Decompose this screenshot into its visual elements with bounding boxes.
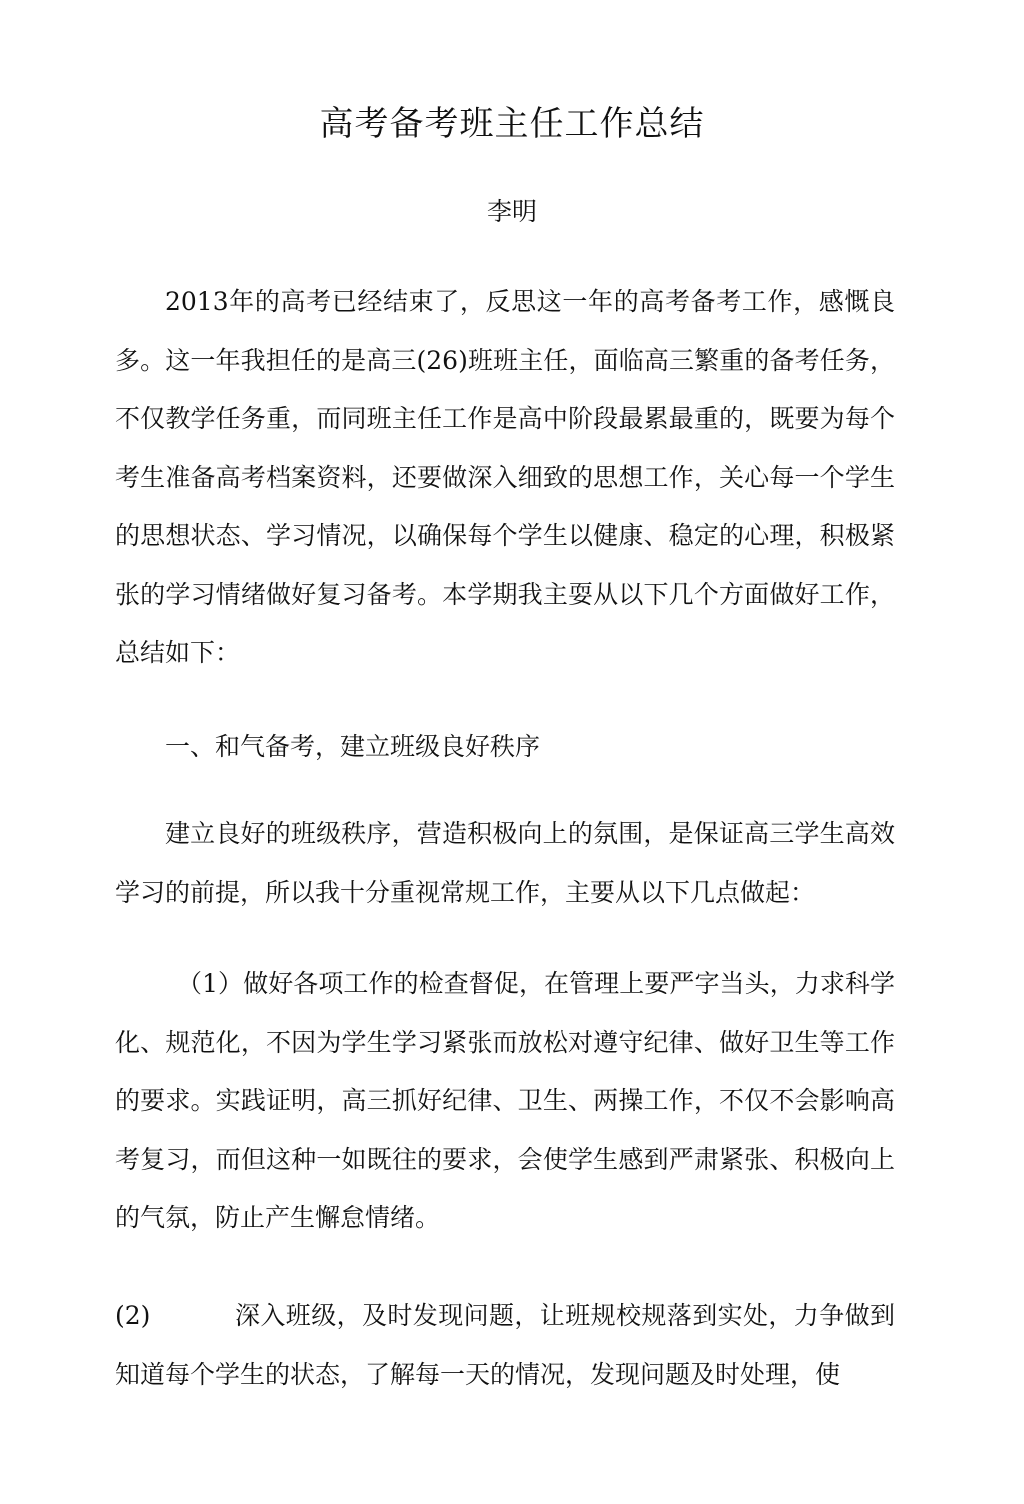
- list-item-2: 深入班级，及时发现问题，让班规校规落到实处，力争做到知道每个学生的状态，了解每一天的情况，发现问题及时处理，使: [115, 1301, 895, 1389]
- list-item-2-number: (2): [115, 1301, 151, 1330]
- paragraph-section-1-intro: 建立良好的班级秩序，营造积极向上的氛围，是保证高三学生高效学习的前提，所以我十分重视常规工作，主要从以下几点做起：: [115, 819, 895, 907]
- list-item-1: （1）做好各项工作的检查督促，在管理上要严字当头，力求科学化、规范化，不因为学生学习紧张而放松对遵守纪律、做好卫生等工作的要求。实践证明，高三抓好纪律、卫生、两操工作，不仅不会影响高考复习，而但这种一如既往的要求，会使学生感到严肃紧张、积极向上的气氛，防止产生懈怠情绪。: [115, 969, 895, 1232]
- section-heading-1: 一、和气备考，建立班级良好秩序: [165, 732, 541, 761]
- paragraph-intro: 2013年的高考已经结束了，反思这一年的高考备考工作，感慨良多。这一年我担任的是高三(26)班班主任，面临高三繁重的备考任务，不仅教学任务重，而同班主任工作是高中阶段最累最重的，既要为每个考生准备高考档案资料，还要做深入细致的思想工作，关心每一个学生的思想状态、学习情况，以确保每个学生以健康、稳定的心理，积极紧张的学习情绪做好复习备考。本学期我主耍从以下几个方面做好工作，总结如下：: [115, 287, 895, 667]
- author-name: 李明: [486, 197, 537, 226]
- document-title: 高考备考班主任工作总结: [319, 104, 705, 144]
